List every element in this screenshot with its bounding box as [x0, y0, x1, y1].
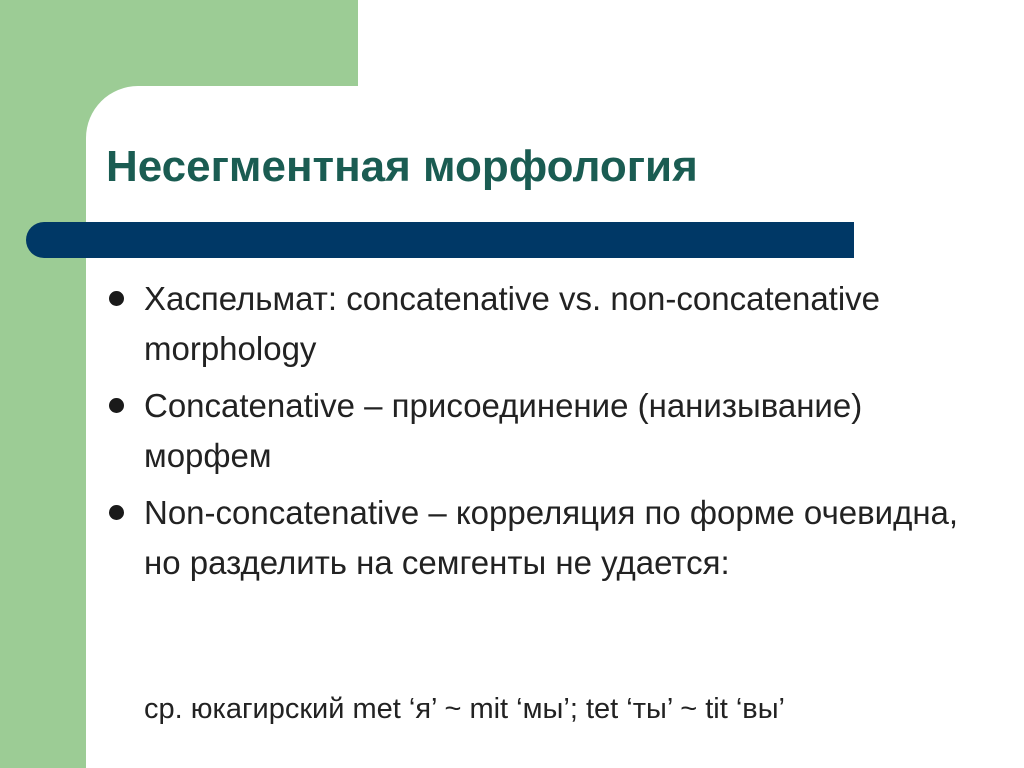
bullet-item: [106, 381, 966, 481]
bullet-dot-icon: [109, 505, 124, 520]
bullet-list: [106, 274, 966, 595]
example-text: ср. юкагирский met ‘я’ ~ mit ‘мы’; tet ‘ты’ ~ tit ‘вы’: [144, 693, 785, 725]
slide-title: Несегментная морфология: [106, 142, 698, 191]
bullet-item: [106, 274, 966, 374]
bullet-text: Concatenative – присоединение (нанизывание) морфем: [144, 387, 863, 474]
bullet-dot-icon: [109, 291, 124, 306]
bullet-item: [106, 488, 966, 588]
bullet-text: Хаспельмат: concatenative vs. non-concatenative morphology: [144, 280, 881, 367]
bullet-dot-icon: [109, 398, 124, 413]
bullet-text: Non-concatenative – корреляция по форме очевидна, но разделить на семгенты не удается:: [144, 494, 959, 581]
title-underline-bar: [26, 222, 854, 258]
